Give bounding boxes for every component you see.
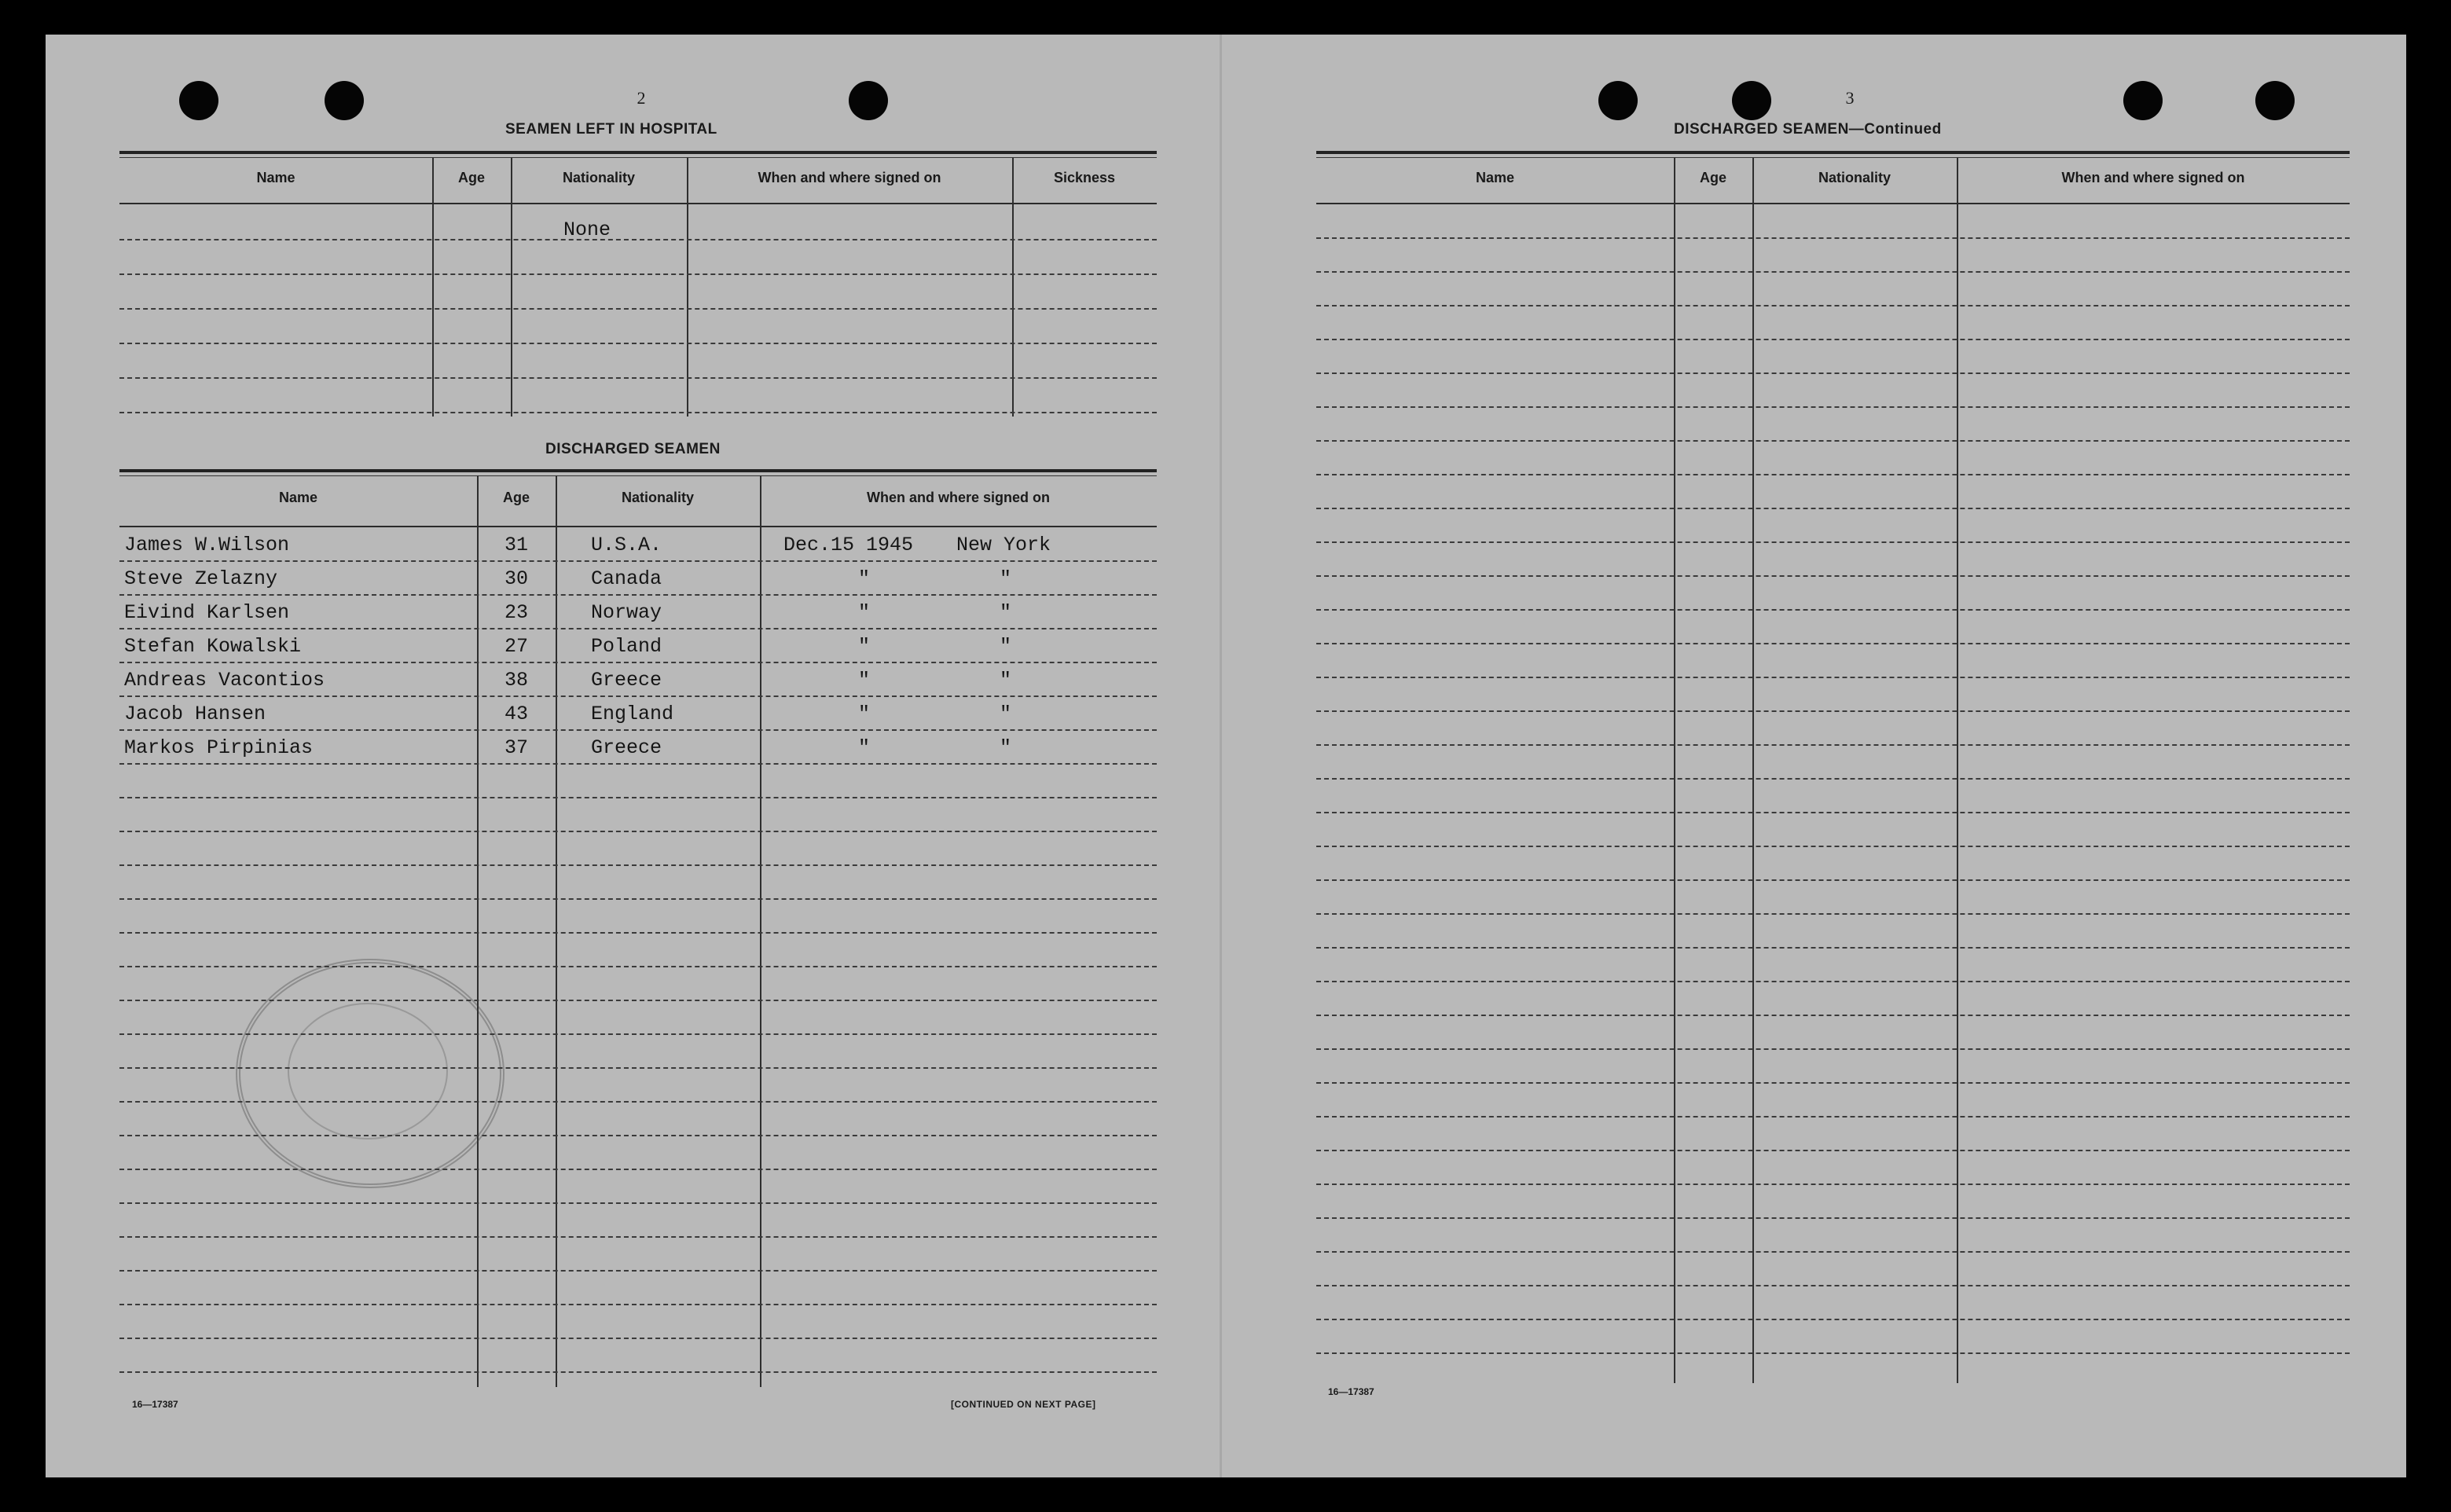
signed-on-date: "	[858, 669, 871, 692]
seaman-age: 31	[504, 534, 528, 556]
hospital-section-title: SEAMEN LEFT IN HOSPITAL	[505, 121, 717, 138]
seaman-age: 38	[504, 669, 528, 692]
customs-stamp	[236, 959, 505, 1188]
column-header-nationality: Nationality	[621, 490, 694, 505]
seaman-nationality: U.S.A.	[591, 534, 662, 556]
discharged-section-title: DISCHARGED SEAMEN	[545, 441, 721, 457]
signed-on-place: "	[1000, 736, 1012, 759]
hospital-entry: None	[563, 218, 611, 241]
signed-on-place: "	[1000, 567, 1012, 590]
seaman-nationality: Norway	[591, 601, 662, 624]
seaman-name: Jacob Hansen	[124, 703, 266, 725]
hospital-table	[119, 151, 1157, 420]
signed-on-date: "	[858, 703, 871, 725]
column-header-age: Age	[457, 170, 485, 185]
seaman-name: James W.Wilson	[124, 534, 290, 556]
column-header-name: Name	[1475, 170, 1515, 185]
column-header-age: Age	[502, 490, 530, 505]
signed-on-date: "	[858, 567, 871, 590]
discharged-continued-title: DISCHARGED SEAMEN—Continued	[1674, 121, 1942, 138]
page-fold	[1220, 35, 1222, 1477]
continued-note: [CONTINUED ON NEXT PAGE]	[951, 1399, 1096, 1410]
seaman-nationality: Poland	[591, 635, 662, 658]
seaman-nationality: Canada	[591, 567, 662, 590]
signed-on-date: Dec.15 1945	[783, 534, 914, 556]
column-header-signed-on: When and where signed on	[866, 490, 1050, 505]
seaman-name: Markos Pirpinias	[124, 736, 314, 759]
page-number: 2	[637, 88, 646, 108]
punch-hole	[1732, 81, 1771, 120]
column-header-name: Name	[256, 170, 295, 185]
column-header-sickness: Sickness	[1053, 170, 1116, 185]
seaman-nationality: Greece	[591, 736, 662, 759]
seaman-name: Eivind Karlsen	[124, 601, 290, 624]
form-number: 16—17387	[132, 1399, 178, 1410]
seaman-age: 27	[504, 635, 528, 658]
seaman-nationality: England	[591, 703, 674, 725]
punch-hole	[325, 81, 364, 120]
column-header-signed-on: When and where signed on	[2061, 170, 2245, 185]
seaman-nationality: Greece	[591, 669, 662, 692]
seaman-name: Steve Zelazny	[124, 567, 278, 590]
signed-on-date: "	[858, 635, 871, 658]
column-header-nationality: Nationality	[562, 170, 635, 185]
column-header-signed-on: When and where signed on	[758, 170, 941, 185]
signed-on-place: "	[1000, 669, 1012, 692]
seaman-name: Stefan Kowalski	[124, 635, 302, 658]
signed-on-place: "	[1000, 601, 1012, 624]
column-header-nationality: Nationality	[1818, 170, 1891, 185]
signed-on-place: New York	[956, 534, 1051, 556]
page-number: 3	[1845, 88, 1855, 108]
signed-on-place: "	[1000, 635, 1012, 658]
signed-on-date: "	[858, 736, 871, 759]
column-header-name: Name	[278, 490, 318, 505]
punch-hole	[179, 81, 218, 120]
punch-hole	[2123, 81, 2163, 120]
seaman-age: 23	[504, 601, 528, 624]
discharged-continued-table	[1316, 151, 2350, 1386]
seaman-age: 43	[504, 703, 528, 725]
signed-on-date: "	[858, 601, 871, 624]
punch-hole	[1598, 81, 1638, 120]
signed-on-place: "	[1000, 703, 1012, 725]
column-header-age: Age	[1699, 170, 1726, 185]
discharged-table	[119, 469, 1157, 1390]
seaman-age: 37	[504, 736, 528, 759]
form-number: 16—17387	[1328, 1386, 1374, 1397]
seaman-age: 30	[504, 567, 528, 590]
punch-hole	[2255, 81, 2295, 120]
punch-hole	[849, 81, 888, 120]
seaman-name: Andreas Vacontios	[124, 669, 325, 692]
